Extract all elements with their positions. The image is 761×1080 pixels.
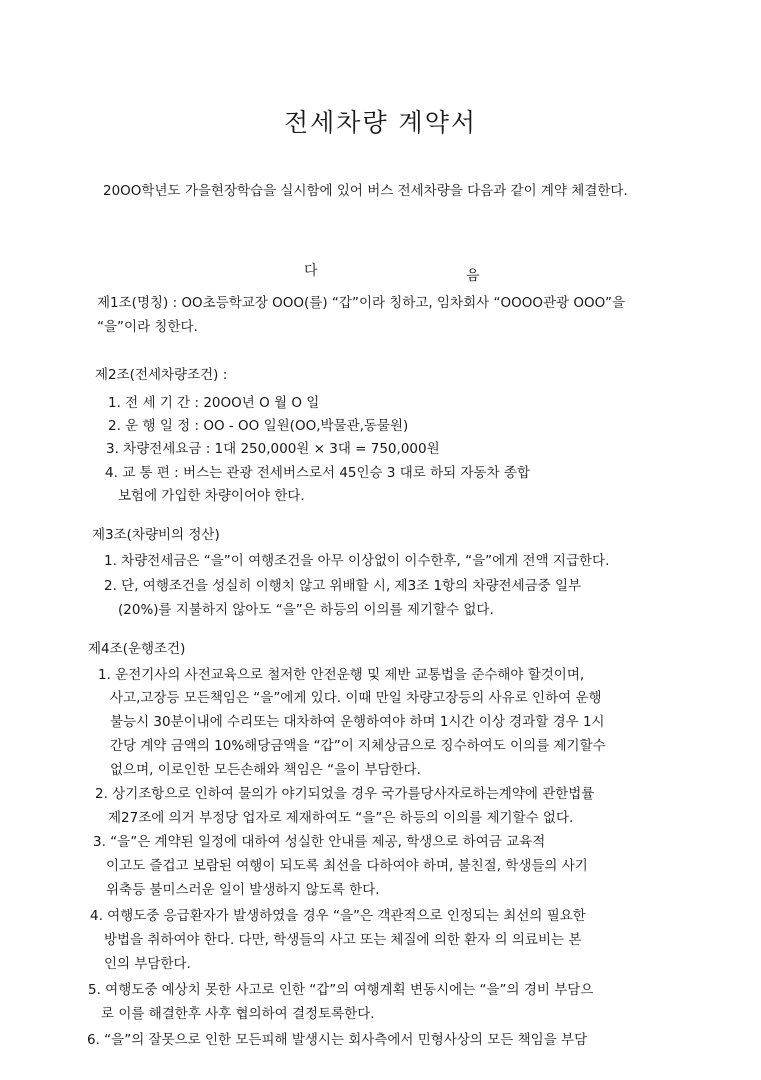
article-4-line-14: 5. 여행도중 예상치 못한 사고로 인한 “갑”의 여행계획 변동시에는 “을”의 경비 부담으 — [88, 982, 594, 998]
article-2-item-2: 2. 운 행 일 정 : OO - OO 일원(OO,박물관,동물원) — [108, 418, 409, 434]
article-4-line-3: 불능시 30분이내에 수리또는 대차하여 운행하여야 하며 1시간 이상 경과할 경우 1시 — [110, 714, 605, 730]
article-3-item-1: 1. 차량전세금은 “을”이 여행조건을 아무 이상없이 이수한후, “을”에게 전액 지급한다. — [104, 553, 610, 569]
article-2-item-1: 1. 전 세 기 간 : 20OO년 O 월 O 일 — [108, 395, 320, 411]
intro-paragraph: 20OO학년도 가을현장학습을 실시함에 있어 버스 전세차량을 다음과 같이 계약 체결한다. — [103, 183, 628, 199]
document-title: 전세차량 계약서 — [284, 108, 477, 137]
article-4-line-1: 1. 운전기사의 사전교육으로 철저한 안전운행 및 제반 교통법을 준수해야 할것이며, — [98, 667, 585, 683]
article-4-line-8: 3. “을”은 계약된 일정에 대하여 성실한 안내를 제공, 학생으로 하여금 교육적 — [93, 834, 546, 850]
article-4-line-9: 이고도 즐겁고 보람된 여행이 되도록 최선을 다하여야 하며, 불친절, 학생들의 사기 — [106, 858, 588, 874]
article-2-heading: 제2조(전세차량조건) : — [95, 367, 228, 383]
article-4-line-12: 방법을 취하여야 한다. 다만, 학생들의 사고 또는 체질에 의한 환자 의 의료비는 본 — [104, 932, 582, 948]
article-4-line-4: 간당 계약 금액의 10%해당금액을 “갑”이 지체상금으로 징수하여도 이의를 제기할수 — [110, 738, 606, 754]
article-2-item-4-cont: 보험에 가입한 차량이어야 한다. — [118, 488, 305, 504]
article-4-line-15: 로 이를 해결한후 사후 협의하여 결정토록한다. — [101, 1006, 375, 1022]
article-3-item-2-cont: (20%)를 지불하지 않아도 “을”은 하등의 이의를 제기할수 없다. — [118, 602, 494, 618]
article-4-line-10: 위축등 불미스러운 일이 발생하지 않도록 한다. — [106, 882, 380, 898]
article-4-line-2: 사고,고장등 모든책임은 “을”에게 있다. 이때 만일 차량고장등의 사유로 인하여 운행 — [110, 690, 602, 706]
article-4-line-6: 2. 상기조항으로 인하여 물의가 야기되었을 경우 국가를당사자로하는계약에 관한법률 — [95, 786, 595, 802]
article-4-line-11: 4. 여행도중 응급환자가 발생하였을 경우 “을”은 객관적으로 인정되는 최선의 필요한 — [90, 908, 586, 924]
heading-eum: 음 — [466, 268, 480, 284]
heading-da: 다 — [304, 263, 318, 279]
article-1-line-1: 제1조(명칭) : OO초등학교장 OOO(를) “갑”이라 칭하고, 임차회사 “OOOO관광 OOO”을 — [97, 295, 626, 311]
article-4-line-16: 6. “을”의 잘못으로 인한 모든피해 발생시는 회사측에서 민형사상의 모든 책임을 부담 — [87, 1032, 588, 1048]
article-1-line-2: “을”이라 칭한다. — [97, 319, 198, 335]
article-4-line-7: 제27조에 의거 부정당 업자로 제재하여도 “을”은 하등의 이의를 제기할수 없다. — [108, 810, 574, 826]
article-2-item-3: 3. 차량전세요금 : 1대 250,000원 × 3대 = 750,000원 — [106, 441, 440, 457]
article-4-line-5: 없으며, 이로인한 모든손해와 책임은 “을이 부담한다. — [110, 762, 421, 778]
article-4-line-13: 인의 부담한다. — [104, 956, 191, 972]
article-3-item-2: 2. 단, 여행조건을 성실히 이행치 않고 위배할 시, 제3조 1항의 차량전세금중 일부 — [104, 578, 582, 594]
article-2-item-4: 4. 교 통 편 : 버스는 관광 전세버스로서 45인승 3 대로 하되 자동차 종합 — [105, 465, 531, 481]
article-3-heading: 제3조(차량비의 정산) — [92, 527, 220, 543]
article-4-heading: 제4조(운행조건) — [88, 641, 186, 657]
